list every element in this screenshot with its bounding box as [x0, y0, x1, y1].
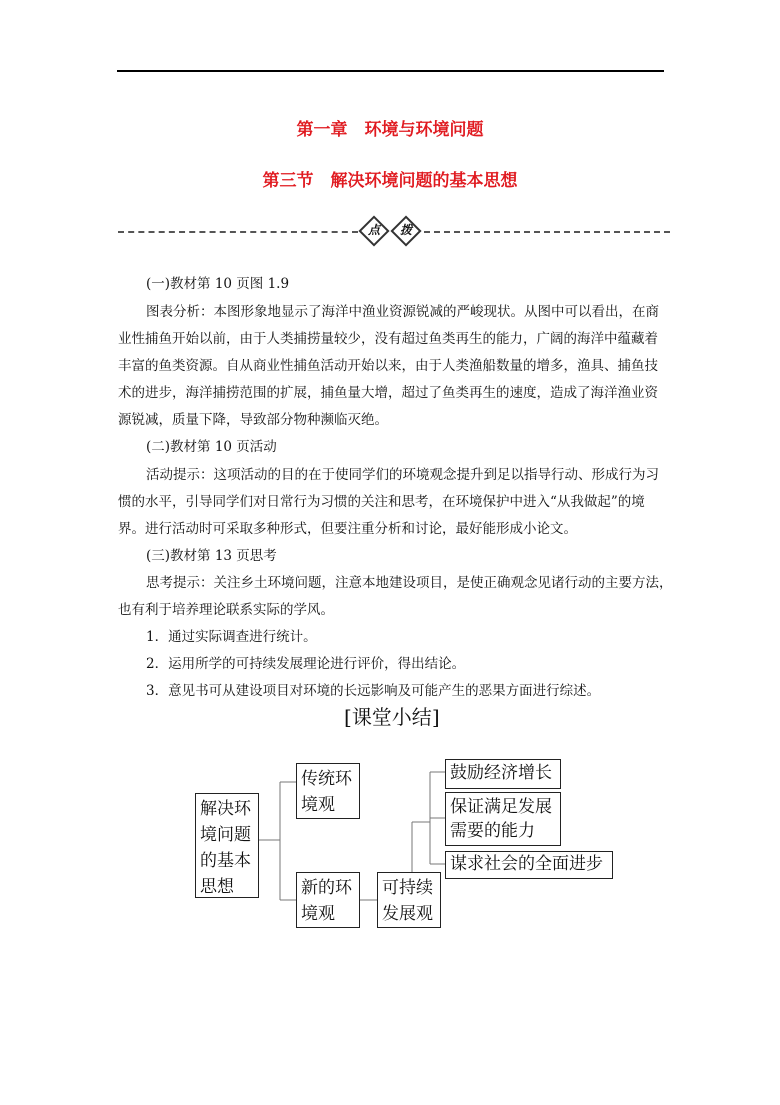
item-1-heading: (一)教材第 10 页图 1.9 — [146, 276, 290, 292]
mindmap-traditional-line-2: 境观 — [301, 795, 335, 815]
mindmap-leaf-1 — [445, 759, 561, 789]
item-2-line-1: 活动提示：这项活动的目的在于使同学们的环境观念提升到足以指导行动、形成行为习 — [146, 467, 659, 483]
badge-char-2: 拨 — [399, 223, 412, 237]
mindmap-leaf-3 — [445, 851, 613, 879]
item-1-line-1: 图表分析：本图形象地显示了海洋中渔业资源锐减的严峻现状。从图中可以看出，在商 — [146, 304, 659, 320]
item-3-line-2: 也有利于培养理论联系实际的学风。 — [118, 602, 334, 618]
mindmap-root — [195, 793, 259, 898]
numbered-item-3: 3．意见书可从建设项目对环境的长远影响及可能产生的恶果方面进行综述。 — [146, 683, 601, 699]
item-3-heading: (三)教材第 13 页思考 — [146, 548, 277, 564]
numbered-item-1: 1．通过实际调查进行统计。 — [146, 629, 317, 645]
mindmap-leaf-2-line-2: 需要的能力 — [450, 821, 535, 841]
mindmap-leaf-3-text: 谋求社会的全面进步 — [450, 854, 603, 874]
item-1-line-3: 丰富的鱼类资源。自从商业性捕鱼活动开始以来，由于人类渔船数量的增多，渔具、捕鱼技 — [118, 358, 658, 374]
item-2-heading: (二)教材第 10 页活动 — [146, 439, 277, 455]
mindmap-sustainable-line-1: 可持续 — [382, 878, 433, 898]
mindmap-leaf-2-line-1: 保证满足发展 — [450, 797, 552, 817]
mindmap-traditional — [296, 763, 360, 819]
item-1-line-2: 业性捕鱼开始以前，由于人类捕捞量较少，没有超过鱼类再生的能力，广阔的海洋中蕴藏着 — [118, 331, 658, 347]
section-title: 第三节 解决环境问题的基本思想 — [262, 171, 518, 191]
badge-char-1: 点 — [367, 223, 380, 237]
mindmap-leaf-2 — [445, 792, 561, 846]
mindmap-sustainable — [377, 872, 441, 928]
item-2-line-3: 界。进行活动时可采取多种形式，但要注重分析和讨论，最好能形成小论文。 — [118, 521, 577, 537]
chapter-title: 第一章 环境与环境问题 — [296, 120, 484, 140]
summary-bracket-right: ] — [431, 705, 440, 729]
mindmap-traditional-line-1: 传统环 — [301, 769, 352, 789]
mindmap-new-line-1: 新的环 — [301, 878, 352, 898]
mindmap-root-line-4: 思想 — [200, 877, 234, 897]
summary-title-text: 课堂小结 — [351, 705, 432, 729]
item-2-line-2: 惯的水平，引导同学们对日常行为习惯的关注和思考，在环境保护中进入“从我做起”的境 — [118, 494, 645, 510]
item-3-line-1: 思考提示：关注乡土环境问题，注意本地建设项目，是使正确观念见诸行动的主要方法， — [146, 575, 673, 591]
mindmap-leaf-1-text: 鼓励经济增长 — [450, 763, 552, 783]
item-1-line-4: 术的进步，海洋捕捞范围的扩展，捕鱼量大增，超过了鱼类再生的速度，造成了海洋渔业资 — [118, 385, 658, 401]
item-1-line-5: 源锐减，质量下降，导致部分物种濒临灭绝。 — [118, 412, 388, 428]
mindmap-sustainable-line-2: 发展观 — [382, 904, 433, 924]
summary-bracket-left: [ — [344, 705, 352, 729]
numbered-item-2: 2．运用所学的可持续发展理论进行评价，得出结论。 — [146, 656, 466, 672]
mindmap-root-line-3: 的基本 — [200, 851, 251, 871]
mindmap-new-line-2: 境观 — [301, 904, 335, 924]
mindmap-root-line-2: 境问题 — [200, 825, 251, 845]
mindmap-new — [296, 872, 360, 928]
mindmap-root-line-1: 解决环 — [200, 799, 251, 819]
